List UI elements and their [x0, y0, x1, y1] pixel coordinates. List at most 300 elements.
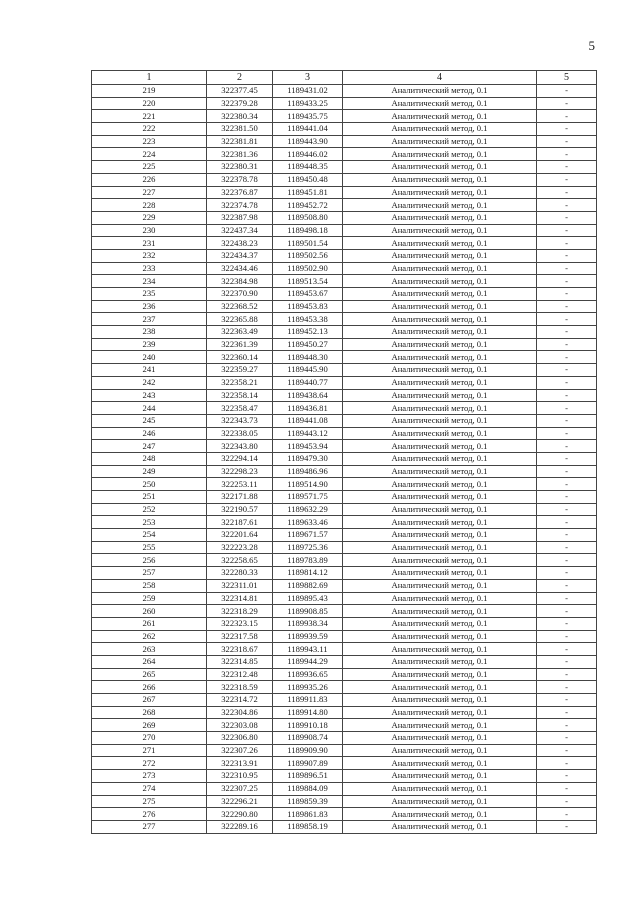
point-number-cell: 248: [92, 452, 207, 465]
x-coordinate-cell: 322377.45: [207, 85, 273, 98]
method-cell: Аналитический метод, 0.1: [343, 592, 537, 605]
method-cell: Аналитический метод, 0.1: [343, 364, 537, 377]
method-cell: Аналитический метод, 0.1: [343, 414, 537, 427]
note-cell: -: [537, 655, 597, 668]
point-number-cell: 249: [92, 465, 207, 478]
x-coordinate-cell: 322296.21: [207, 795, 273, 808]
method-cell: Аналитический метод, 0.1: [343, 744, 537, 757]
table-row: [92, 326, 597, 339]
method-cell: Аналитический метод, 0.1: [343, 541, 537, 554]
note-cell: -: [537, 757, 597, 770]
method-cell: Аналитический метод, 0.1: [343, 237, 537, 250]
y-coordinate-cell: 1189443.12: [273, 427, 343, 440]
header-row: [92, 71, 597, 85]
note-cell: -: [537, 617, 597, 630]
table-row: [92, 516, 597, 529]
table-row: [92, 567, 597, 580]
x-coordinate-cell: 322370.90: [207, 288, 273, 301]
x-coordinate-cell: 322312.48: [207, 668, 273, 681]
note-cell: -: [537, 820, 597, 833]
y-coordinate-cell: 1189908.74: [273, 732, 343, 745]
y-coordinate-cell: 1189441.04: [273, 123, 343, 136]
method-cell: Аналитический метод, 0.1: [343, 643, 537, 656]
note-cell: -: [537, 351, 597, 364]
x-coordinate-cell: 322280.33: [207, 567, 273, 580]
method-cell: Аналитический метод, 0.1: [343, 757, 537, 770]
note-cell: -: [537, 288, 597, 301]
y-coordinate-cell: 1189450.27: [273, 338, 343, 351]
table-body: [92, 85, 597, 834]
x-coordinate-cell: 322338.05: [207, 427, 273, 440]
point-number-cell: 223: [92, 135, 207, 148]
method-cell: Аналитический метод, 0.1: [343, 389, 537, 402]
x-coordinate-cell: 322314.85: [207, 655, 273, 668]
point-number-cell: 253: [92, 516, 207, 529]
y-coordinate-cell: 1189943.11: [273, 643, 343, 656]
table-row: [92, 554, 597, 567]
x-coordinate-cell: 322358.21: [207, 376, 273, 389]
note-cell: -: [537, 579, 597, 592]
x-coordinate-cell: 322380.34: [207, 110, 273, 123]
method-cell: Аналитический метод, 0.1: [343, 123, 537, 136]
table-row: [92, 224, 597, 237]
table-row: [92, 808, 597, 821]
x-coordinate-cell: 322381.36: [207, 148, 273, 161]
note-cell: -: [537, 605, 597, 618]
note-cell: -: [537, 427, 597, 440]
x-coordinate-cell: 322434.46: [207, 262, 273, 275]
point-number-cell: 273: [92, 770, 207, 783]
y-coordinate-cell: 1189443.90: [273, 135, 343, 148]
point-number-cell: 219: [92, 85, 207, 98]
x-coordinate-cell: 322201.64: [207, 529, 273, 542]
point-number-cell: 233: [92, 262, 207, 275]
point-number-cell: 225: [92, 161, 207, 174]
note-cell: -: [537, 338, 597, 351]
table-row: [92, 541, 597, 554]
table-row: [92, 744, 597, 757]
table-row: [92, 427, 597, 440]
table-row: [92, 465, 597, 478]
note-cell: -: [537, 567, 597, 580]
y-coordinate-cell: 1189814.12: [273, 567, 343, 580]
method-cell: Аналитический метод, 0.1: [343, 313, 537, 326]
point-number-cell: 266: [92, 681, 207, 694]
table-row: [92, 706, 597, 719]
x-coordinate-cell: 322438.23: [207, 237, 273, 250]
point-number-cell: 268: [92, 706, 207, 719]
method-cell: Аналитический метод, 0.1: [343, 173, 537, 186]
page-number: 5: [588, 38, 595, 53]
point-number-cell: 264: [92, 655, 207, 668]
x-coordinate-cell: 322294.14: [207, 452, 273, 465]
table-row: [92, 161, 597, 174]
method-cell: Аналитический метод, 0.1: [343, 351, 537, 364]
x-coordinate-cell: 322363.49: [207, 326, 273, 339]
method-cell: Аналитический метод, 0.1: [343, 186, 537, 199]
y-coordinate-cell: 1189938.34: [273, 617, 343, 630]
method-cell: Аналитический метод, 0.1: [343, 110, 537, 123]
note-cell: -: [537, 529, 597, 542]
note-cell: -: [537, 186, 597, 199]
table-row: [92, 376, 597, 389]
table-row: [92, 592, 597, 605]
note-cell: -: [537, 389, 597, 402]
table-row: [92, 364, 597, 377]
table-row: [92, 681, 597, 694]
x-coordinate-cell: 322358.47: [207, 402, 273, 415]
method-cell: Аналитический метод, 0.1: [343, 402, 537, 415]
point-number-cell: 261: [92, 617, 207, 630]
note-cell: -: [537, 719, 597, 732]
method-cell: Аналитический метод, 0.1: [343, 719, 537, 732]
y-coordinate-cell: 1189448.30: [273, 351, 343, 364]
method-cell: Аналитический метод, 0.1: [343, 249, 537, 262]
point-number-cell: 247: [92, 440, 207, 453]
table-row: [92, 655, 597, 668]
method-cell: Аналитический метод, 0.1: [343, 211, 537, 224]
table-row: [92, 694, 597, 707]
note-cell: -: [537, 326, 597, 339]
y-coordinate-cell: 1189939.59: [273, 630, 343, 643]
y-coordinate-cell: 1189633.46: [273, 516, 343, 529]
x-coordinate-cell: 322318.67: [207, 643, 273, 656]
method-cell: Аналитический метод, 0.1: [343, 97, 537, 110]
y-coordinate-cell: 1189453.94: [273, 440, 343, 453]
x-coordinate-cell: 322376.87: [207, 186, 273, 199]
table-row: [92, 199, 597, 212]
x-coordinate-cell: 322379.28: [207, 97, 273, 110]
x-coordinate-cell: 322310.95: [207, 770, 273, 783]
point-number-cell: 260: [92, 605, 207, 618]
y-coordinate-cell: 1189440.77: [273, 376, 343, 389]
method-cell: Аналитический метод, 0.1: [343, 579, 537, 592]
point-number-cell: 258: [92, 579, 207, 592]
y-coordinate-cell: 1189671.57: [273, 529, 343, 542]
method-cell: Аналитический метод, 0.1: [343, 199, 537, 212]
note-cell: -: [537, 592, 597, 605]
point-number-cell: 250: [92, 478, 207, 491]
point-number-cell: 244: [92, 402, 207, 415]
x-coordinate-cell: 322387.98: [207, 211, 273, 224]
point-number-cell: 256: [92, 554, 207, 567]
method-cell: Аналитический метод, 0.1: [343, 808, 537, 821]
method-cell: Аналитический метод, 0.1: [343, 161, 537, 174]
y-coordinate-cell: 1189909.90: [273, 744, 343, 757]
method-cell: Аналитический метод, 0.1: [343, 465, 537, 478]
x-coordinate-cell: 322361.39: [207, 338, 273, 351]
table-row: [92, 719, 597, 732]
table-row: [92, 173, 597, 186]
point-number-cell: 231: [92, 237, 207, 250]
y-coordinate-cell: 1189895.43: [273, 592, 343, 605]
point-number-cell: 238: [92, 326, 207, 339]
x-coordinate-cell: 322434.37: [207, 249, 273, 262]
x-coordinate-cell: 322323.15: [207, 617, 273, 630]
point-number-cell: 230: [92, 224, 207, 237]
table-header: [92, 71, 597, 85]
x-coordinate-cell: 322223.28: [207, 541, 273, 554]
table-row: [92, 757, 597, 770]
note-cell: -: [537, 452, 597, 465]
y-coordinate-cell: 1189910.18: [273, 719, 343, 732]
x-coordinate-cell: 322190.57: [207, 503, 273, 516]
note-cell: -: [537, 376, 597, 389]
x-coordinate-cell: 322365.88: [207, 313, 273, 326]
method-cell: Аналитический метод, 0.1: [343, 694, 537, 707]
x-coordinate-cell: 322343.80: [207, 440, 273, 453]
header-col-2: 2: [207, 71, 273, 85]
point-number-cell: 243: [92, 389, 207, 402]
note-cell: -: [537, 135, 597, 148]
note-cell: -: [537, 237, 597, 250]
method-cell: Аналитический метод, 0.1: [343, 85, 537, 98]
header-col-1: 1: [92, 71, 207, 85]
method-cell: Аналитический метод, 0.1: [343, 288, 537, 301]
table-row: [92, 452, 597, 465]
method-cell: Аналитический метод, 0.1: [343, 135, 537, 148]
y-coordinate-cell: 1189450.48: [273, 173, 343, 186]
method-cell: Аналитический метод, 0.1: [343, 427, 537, 440]
note-cell: -: [537, 275, 597, 288]
header-col-5: 5: [537, 71, 597, 85]
y-coordinate-cell: 1189911.83: [273, 694, 343, 707]
note-cell: -: [537, 173, 597, 186]
note-cell: -: [537, 808, 597, 821]
x-coordinate-cell: 322298.23: [207, 465, 273, 478]
point-number-cell: 263: [92, 643, 207, 656]
y-coordinate-cell: 1189441.08: [273, 414, 343, 427]
note-cell: -: [537, 782, 597, 795]
point-number-cell: 259: [92, 592, 207, 605]
method-cell: Аналитический метод, 0.1: [343, 275, 537, 288]
table-row: [92, 529, 597, 542]
point-number-cell: 236: [92, 300, 207, 313]
y-coordinate-cell: 1189445.90: [273, 364, 343, 377]
point-number-cell: 232: [92, 249, 207, 262]
note-cell: -: [537, 732, 597, 745]
x-coordinate-cell: 322187.61: [207, 516, 273, 529]
y-coordinate-cell: 1189908.85: [273, 605, 343, 618]
point-number-cell: 269: [92, 719, 207, 732]
note-cell: -: [537, 744, 597, 757]
x-coordinate-cell: 322314.81: [207, 592, 273, 605]
table-row: [92, 491, 597, 504]
method-cell: Аналитический метод, 0.1: [343, 452, 537, 465]
method-cell: Аналитический метод, 0.1: [343, 630, 537, 643]
point-number-cell: 262: [92, 630, 207, 643]
y-coordinate-cell: 1189453.67: [273, 288, 343, 301]
point-number-cell: 245: [92, 414, 207, 427]
table-row: [92, 782, 597, 795]
point-number-cell: 274: [92, 782, 207, 795]
note-cell: -: [537, 516, 597, 529]
table-row: [92, 288, 597, 301]
method-cell: Аналитический метод, 0.1: [343, 617, 537, 630]
x-coordinate-cell: 322253.11: [207, 478, 273, 491]
point-number-cell: 242: [92, 376, 207, 389]
y-coordinate-cell: 1189436.81: [273, 402, 343, 415]
point-number-cell: 237: [92, 313, 207, 326]
note-cell: -: [537, 643, 597, 656]
table-row: [92, 237, 597, 250]
table-row: [92, 313, 597, 326]
x-coordinate-cell: 322380.31: [207, 161, 273, 174]
point-number-cell: 220: [92, 97, 207, 110]
method-cell: Аналитический метод, 0.1: [343, 655, 537, 668]
note-cell: -: [537, 199, 597, 212]
y-coordinate-cell: 1189502.56: [273, 249, 343, 262]
x-coordinate-cell: 322318.29: [207, 605, 273, 618]
point-number-cell: 251: [92, 491, 207, 504]
x-coordinate-cell: 322374.78: [207, 199, 273, 212]
table-row: [92, 732, 597, 745]
table-row: [92, 300, 597, 313]
point-number-cell: 267: [92, 694, 207, 707]
x-coordinate-cell: 322360.14: [207, 351, 273, 364]
y-coordinate-cell: 1189446.02: [273, 148, 343, 161]
note-cell: -: [537, 630, 597, 643]
note-cell: -: [537, 491, 597, 504]
point-number-cell: 239: [92, 338, 207, 351]
table-row: [92, 795, 597, 808]
method-cell: Аналитический метод, 0.1: [343, 262, 537, 275]
note-cell: -: [537, 706, 597, 719]
y-coordinate-cell: 1189498.18: [273, 224, 343, 237]
y-coordinate-cell: 1189571.75: [273, 491, 343, 504]
note-cell: -: [537, 770, 597, 783]
method-cell: Аналитический метод, 0.1: [343, 605, 537, 618]
table-row: [92, 351, 597, 364]
y-coordinate-cell: 1189502.90: [273, 262, 343, 275]
y-coordinate-cell: 1189438.64: [273, 389, 343, 402]
x-coordinate-cell: 322343.73: [207, 414, 273, 427]
table-row: [92, 668, 597, 681]
header-col-4: 4: [343, 71, 537, 85]
note-cell: -: [537, 161, 597, 174]
x-coordinate-cell: 322307.26: [207, 744, 273, 757]
method-cell: Аналитический метод, 0.1: [343, 440, 537, 453]
point-number-cell: 240: [92, 351, 207, 364]
method-cell: Аналитический метод, 0.1: [343, 516, 537, 529]
table-row: [92, 478, 597, 491]
point-number-cell: 241: [92, 364, 207, 377]
x-coordinate-cell: 322381.81: [207, 135, 273, 148]
y-coordinate-cell: 1189453.83: [273, 300, 343, 313]
note-cell: -: [537, 440, 597, 453]
method-cell: Аналитический метод, 0.1: [343, 668, 537, 681]
method-cell: Аналитический метод, 0.1: [343, 681, 537, 694]
y-coordinate-cell: 1189514.90: [273, 478, 343, 491]
note-cell: -: [537, 402, 597, 415]
table-row: [92, 414, 597, 427]
table-row: [92, 630, 597, 643]
method-cell: Аналитический метод, 0.1: [343, 478, 537, 491]
table-row: [92, 186, 597, 199]
point-number-cell: 252: [92, 503, 207, 516]
method-cell: Аналитический метод, 0.1: [343, 503, 537, 516]
note-cell: -: [537, 364, 597, 377]
y-coordinate-cell: 1189435.75: [273, 110, 343, 123]
note-cell: -: [537, 313, 597, 326]
x-coordinate-cell: 322313.91: [207, 757, 273, 770]
method-cell: Аналитический метод, 0.1: [343, 732, 537, 745]
x-coordinate-cell: 322317.58: [207, 630, 273, 643]
y-coordinate-cell: 1189861.83: [273, 808, 343, 821]
x-coordinate-cell: 322381.50: [207, 123, 273, 136]
table-row: [92, 820, 597, 833]
table-row: [92, 85, 597, 98]
note-cell: -: [537, 541, 597, 554]
coordinates-table: [91, 70, 597, 834]
table-row: [92, 770, 597, 783]
note-cell: -: [537, 465, 597, 478]
x-coordinate-cell: 322289.16: [207, 820, 273, 833]
note-cell: -: [537, 478, 597, 491]
point-number-cell: 257: [92, 567, 207, 580]
y-coordinate-cell: 1189451.81: [273, 186, 343, 199]
table-row: [92, 249, 597, 262]
method-cell: Аналитический метод, 0.1: [343, 554, 537, 567]
method-cell: Аналитический метод, 0.1: [343, 706, 537, 719]
y-coordinate-cell: 1189453.38: [273, 313, 343, 326]
table-row: [92, 148, 597, 161]
x-coordinate-cell: 322304.86: [207, 706, 273, 719]
y-coordinate-cell: 1189859.39: [273, 795, 343, 808]
x-coordinate-cell: 322437.34: [207, 224, 273, 237]
method-cell: Аналитический метод, 0.1: [343, 529, 537, 542]
point-number-cell: 235: [92, 288, 207, 301]
point-number-cell: 271: [92, 744, 207, 757]
y-coordinate-cell: 1189486.96: [273, 465, 343, 478]
method-cell: Аналитический метод, 0.1: [343, 300, 537, 313]
table-row: [92, 135, 597, 148]
note-cell: -: [537, 414, 597, 427]
y-coordinate-cell: 1189907.89: [273, 757, 343, 770]
y-coordinate-cell: 1189783.89: [273, 554, 343, 567]
point-number-cell: 270: [92, 732, 207, 745]
y-coordinate-cell: 1189508.80: [273, 211, 343, 224]
y-coordinate-cell: 1189501.54: [273, 237, 343, 250]
y-coordinate-cell: 1189632.29: [273, 503, 343, 516]
y-coordinate-cell: 1189479.30: [273, 452, 343, 465]
method-cell: Аналитический метод, 0.1: [343, 782, 537, 795]
note-cell: -: [537, 85, 597, 98]
point-number-cell: 226: [92, 173, 207, 186]
y-coordinate-cell: 1189725.36: [273, 541, 343, 554]
y-coordinate-cell: 1189935.26: [273, 681, 343, 694]
x-coordinate-cell: 322359.27: [207, 364, 273, 377]
table-row: [92, 503, 597, 516]
method-cell: Аналитический метод, 0.1: [343, 567, 537, 580]
method-cell: Аналитический метод, 0.1: [343, 338, 537, 351]
y-coordinate-cell: 1189914.80: [273, 706, 343, 719]
table-row: [92, 262, 597, 275]
point-number-cell: 227: [92, 186, 207, 199]
method-cell: Аналитический метод, 0.1: [343, 795, 537, 808]
table-row: [92, 643, 597, 656]
y-coordinate-cell: 1189896.51: [273, 770, 343, 783]
table-row: [92, 97, 597, 110]
method-cell: Аналитический метод, 0.1: [343, 820, 537, 833]
y-coordinate-cell: 1189452.13: [273, 326, 343, 339]
note-cell: -: [537, 249, 597, 262]
table-row: [92, 605, 597, 618]
method-cell: Аналитический метод, 0.1: [343, 770, 537, 783]
x-coordinate-cell: 322307.25: [207, 782, 273, 795]
table-row: [92, 579, 597, 592]
x-coordinate-cell: 322290.80: [207, 808, 273, 821]
